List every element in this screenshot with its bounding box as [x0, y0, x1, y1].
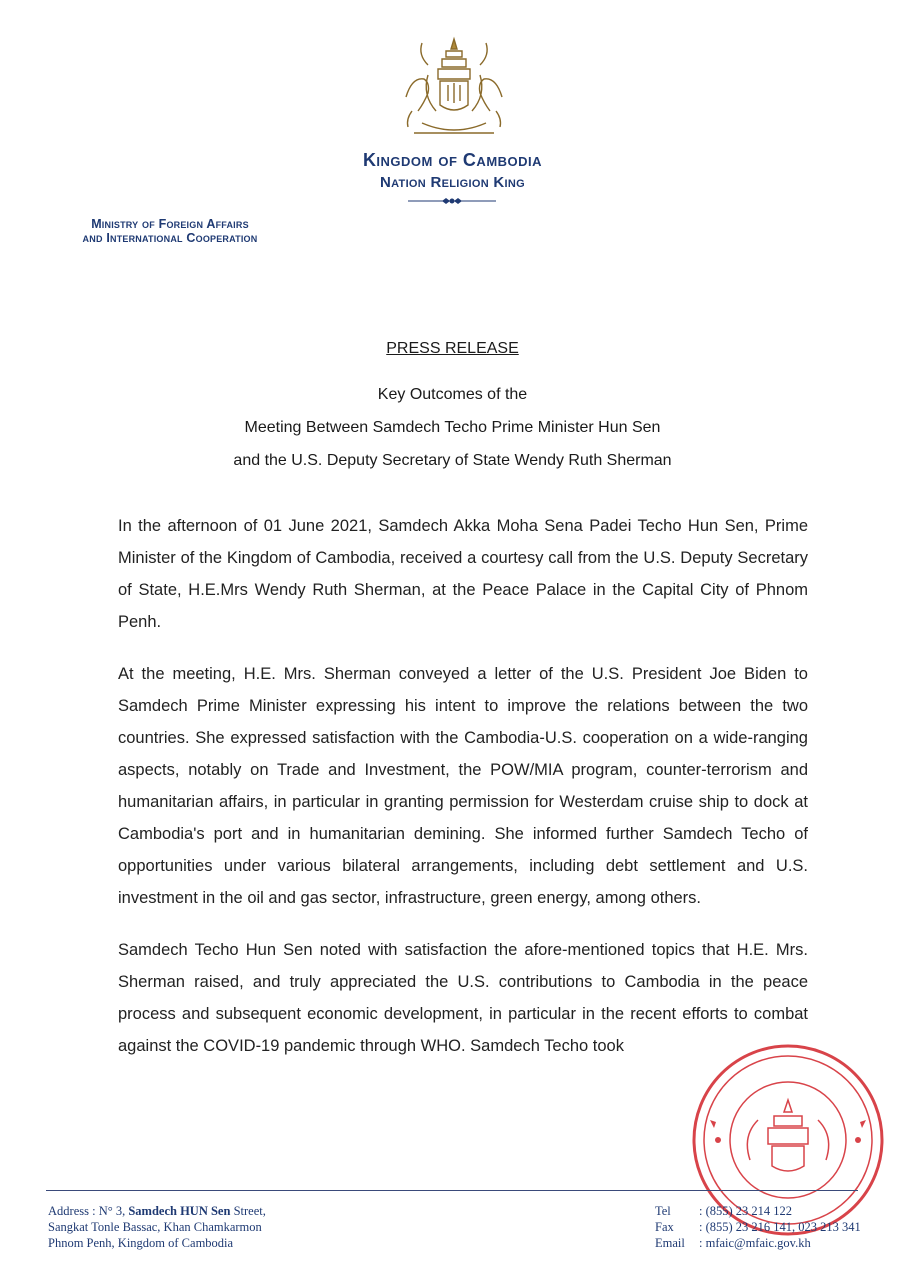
footer-divider [46, 1190, 858, 1191]
ministry-line-2: and International Cooperation [82, 231, 258, 245]
national-motto: Nation Religion King [379, 174, 526, 191]
document-heading: PRESS RELEASE [386, 340, 519, 357]
footer-address [48, 1203, 266, 1251]
paragraph-3: Samdech Techo Hun Sen noted with satisfaction the afore-mentioned topics that H.E. Mrs. Sherman raised, and truly appreciated the U.S. contributions to Cambodia in the peace process and subsequent economic development, in particular in the recent efforts to combat against the COVID-19 pandemic through WHO. Samdech Techo took [118, 941, 808, 1055]
royal-coat-of-arms-icon [398, 35, 510, 143]
subtitle-line-1: Key Outcomes of the [377, 386, 528, 403]
subtitle-line-2: Meeting Between Samdech Techo Prime Minister Hun Sen [244, 419, 661, 436]
tel-label: Tel [655, 1204, 671, 1218]
email-value: : mfaic@mfaic.gov.kh [699, 1236, 811, 1250]
fax-row [655, 1219, 861, 1235]
address-prefix: Address : N° 3, [48, 1204, 129, 1218]
address-line-1 [48, 1203, 266, 1219]
divider-flourish-icon [404, 196, 500, 206]
tel-row [655, 1203, 861, 1219]
document-subtitle [0, 378, 905, 477]
paragraph-1: In the afternoon of 01 June 2021, Samdech Akka Moha Sena Padei Techo Hun Sen, Prime Minister of the Kingdom of Cambodia, received a courtesy call from the U.S. Deputy Secretary of State, H.E.Mrs Wendy Ruth Sherman, at the Peace Palace in the Capital City of Phnom Penh. [118, 517, 808, 631]
ministry-line-1: Ministry of Foreign Affairs [91, 217, 249, 231]
footer-contact [655, 1203, 861, 1251]
kingdom-name: Kingdom of Cambodia [362, 150, 543, 170]
address-suffix: Street, [230, 1204, 266, 1218]
document-body [118, 510, 808, 1082]
fax-value: : (855) 23 216 141, 023 213 341 [699, 1220, 861, 1234]
address-line-2: Sangkat Tonle Bassac, Khan Chamkarmon [48, 1220, 262, 1234]
tel-value: : (855) 23 214 122 [699, 1204, 793, 1218]
email-row [655, 1235, 861, 1251]
address-line-3: Phnom Penh, Kingdom of Cambodia [48, 1236, 234, 1250]
email-label: Email [655, 1236, 685, 1250]
address-street-name: Samdech HUN Sen [128, 1204, 231, 1218]
ministry-name [40, 217, 300, 245]
paragraph-2: At the meeting, H.E. Mrs. Sherman conveyed a letter of the U.S. President Joe Biden to Samdech Prime Minister expressing his intent to improve the relations between the two countries. She expressed satisfaction with the Cambodia-U.S. cooperation on a wide-ranging aspects, notably on Trade and Investment, the POW/MIA program, counter-terrorism and humanitarian affairs, in particular in granting permission for Westerdam cruise ship to dock at Cambodia's port and in humanitarian demining. She informed further Samdech Techo of opportunities under various bilateral arrangements, including debt settlement and U.S. investment in the oil and gas sector, infrastructure, green energy, among others. [118, 665, 808, 907]
fax-label: Fax [655, 1220, 674, 1234]
subtitle-line-3: and the U.S. Deputy Secretary of State Wendy Ruth Sherman [233, 452, 672, 469]
